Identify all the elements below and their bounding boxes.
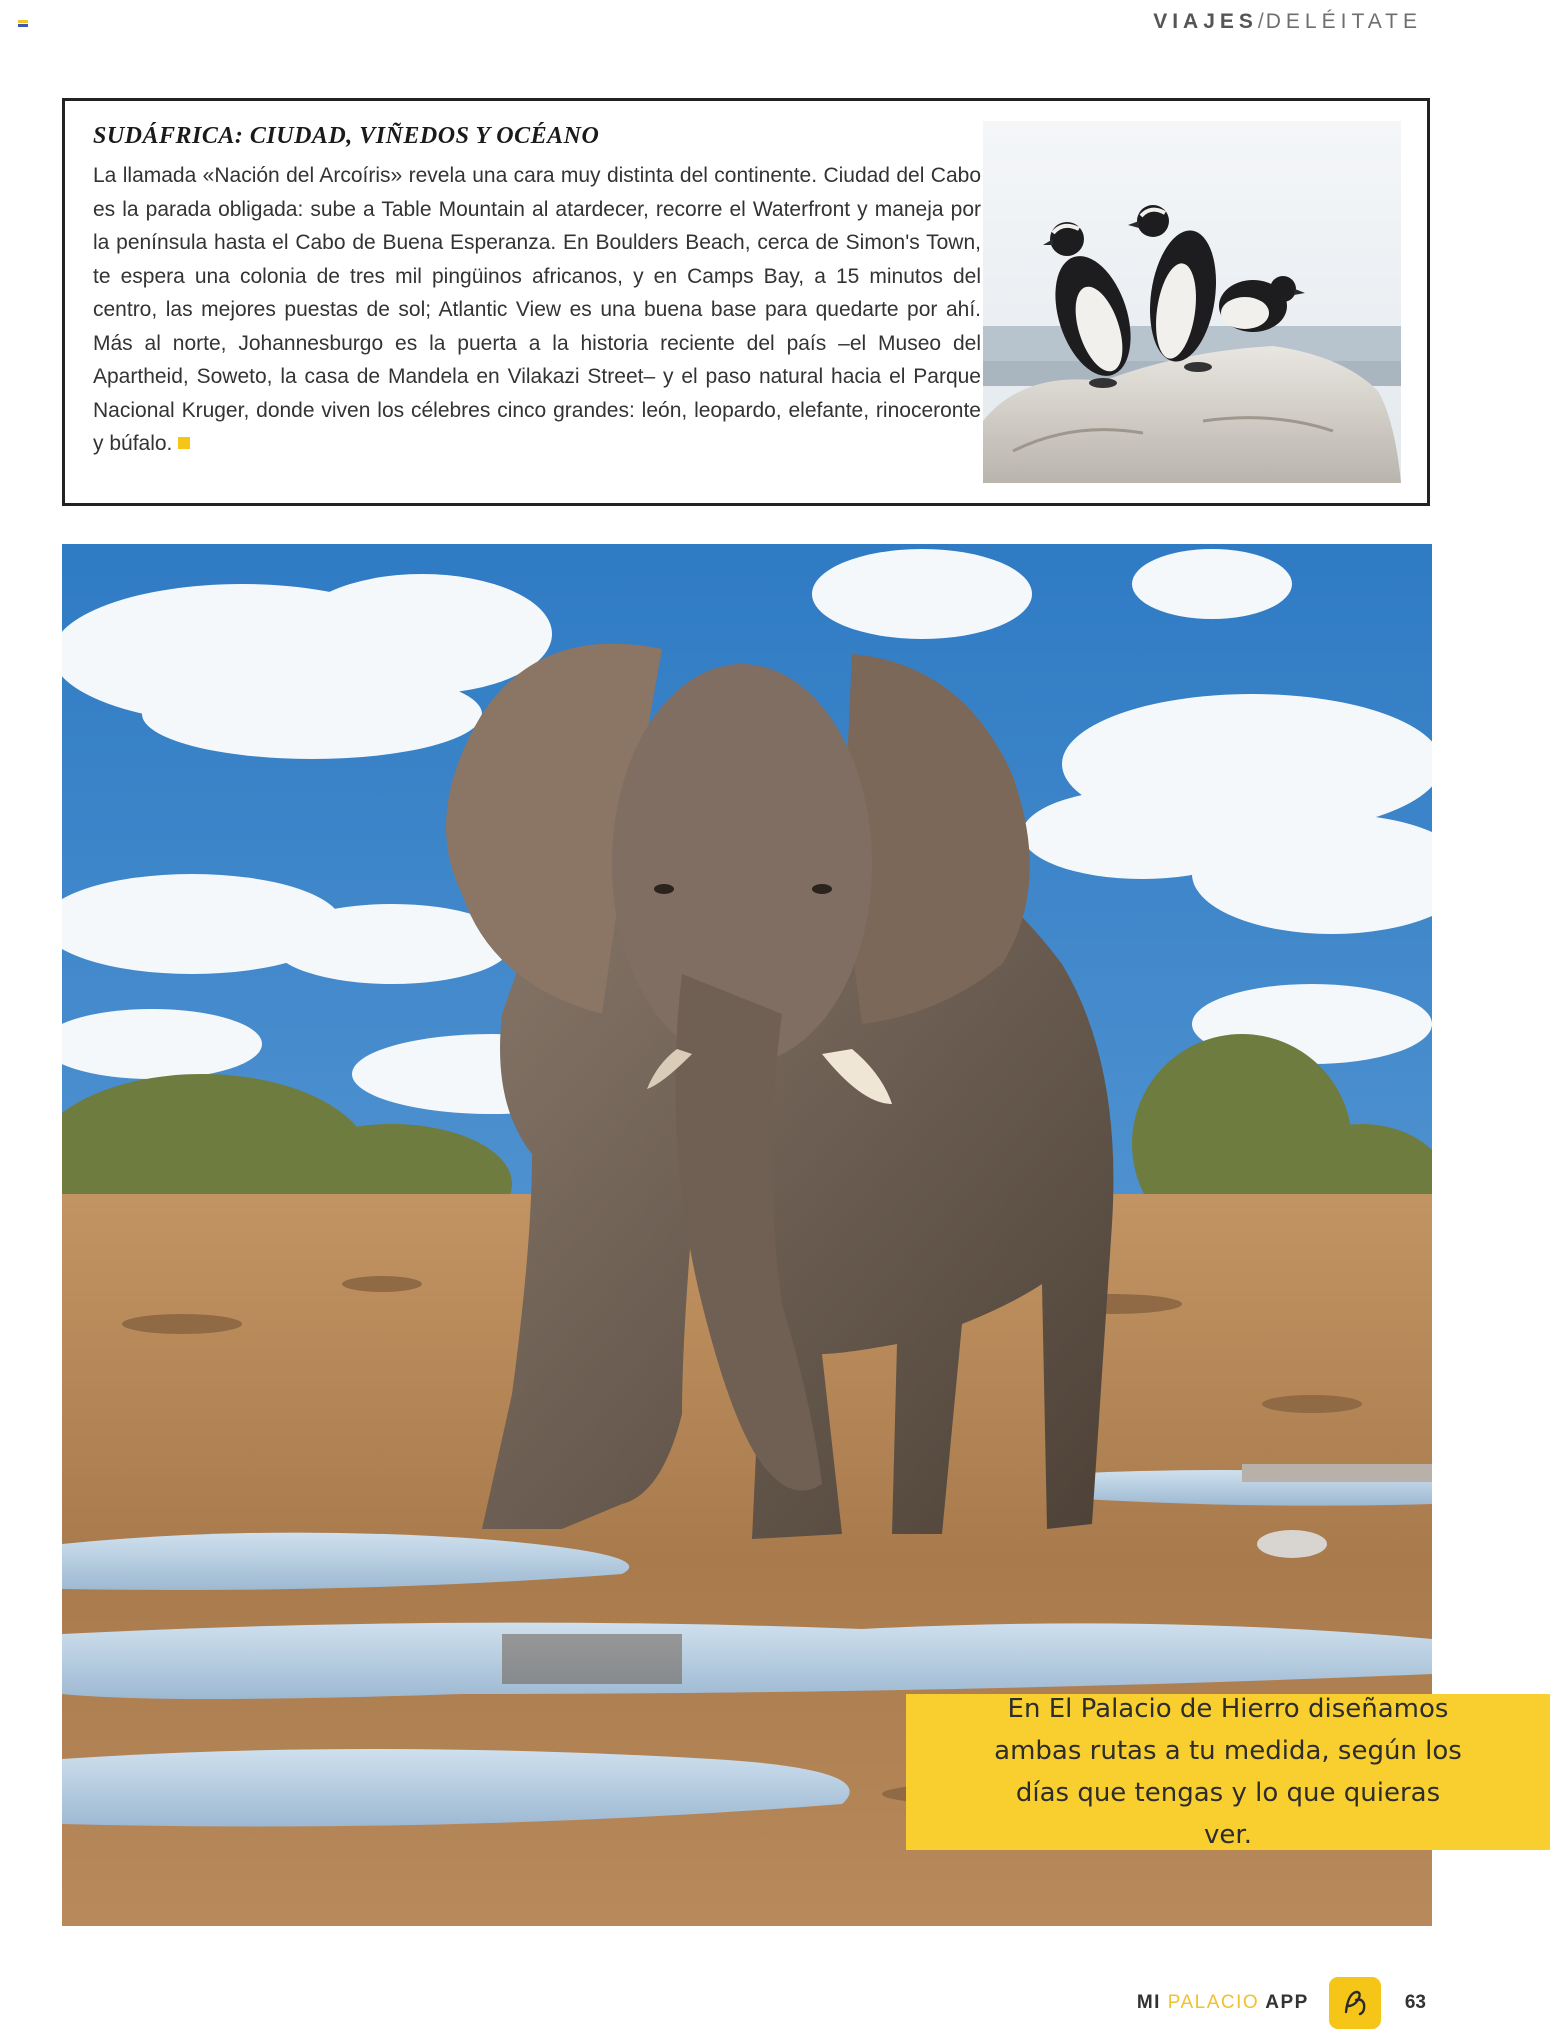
callout-box [906, 1694, 1550, 1850]
box-body-text: La llamada «Nación del Arcoíris» revela una cara muy distinta del continente. Ciudad del Cabo es la parada obligada: sube a Table Mountain al atardecer, recorre el Waterfront y maneja por la península hasta el Cabo de Buena Esperanza. En Boulders Beach, cerca de Simon's Town, te espera una colonia de tres mil pingüinos africanos, y en Camps Bay, a 15 minutos del centro, las mejores puestas de sol; Atlantic View es una buena base para quedarte por ahí. Más al norte, Johannesburgo es la puerta a la historia reciente del país –el Museo del Apartheid, Soweto, la casa de Mandela en Vilakazi Street– y el paso natural hacia el Parque Nacional Kruger, donde viven los célebres cinco grandes: león, leopardo, elefante, rinoceronte y búfalo. [93, 164, 981, 455]
corner-color-mark [18, 20, 28, 29]
yellow-square-icon [178, 437, 190, 449]
footer [1137, 1973, 1426, 2033]
brand-suffix: APP [1265, 1992, 1309, 2013]
footer-brand [1137, 1992, 1309, 2014]
section-separator: / [1257, 10, 1266, 33]
subsection-label: DELÉITATE [1265, 10, 1422, 33]
section-label: VIAJES [1153, 10, 1258, 33]
running-head [1153, 10, 1422, 34]
brand-prefix: MI [1136, 1992, 1161, 2013]
callout-text: En El Palacio de Hierro diseñamos ambas rutas a tu medida, según los días que tengas y lo que quieras ver. [994, 1694, 1462, 1850]
sidebar-box-sudafrica [62, 98, 1430, 506]
box-title: SUDÁFRICA: CIUDAD, VIÑEDOS Y OCÉANO [93, 123, 600, 149]
penguins-photo [983, 121, 1401, 483]
palacio-monogram-icon [1329, 1977, 1381, 2029]
box-body [93, 159, 981, 461]
brand-highlight: PALACIO [1167, 1992, 1260, 2013]
page-number: 63 [1404, 1992, 1426, 2013]
